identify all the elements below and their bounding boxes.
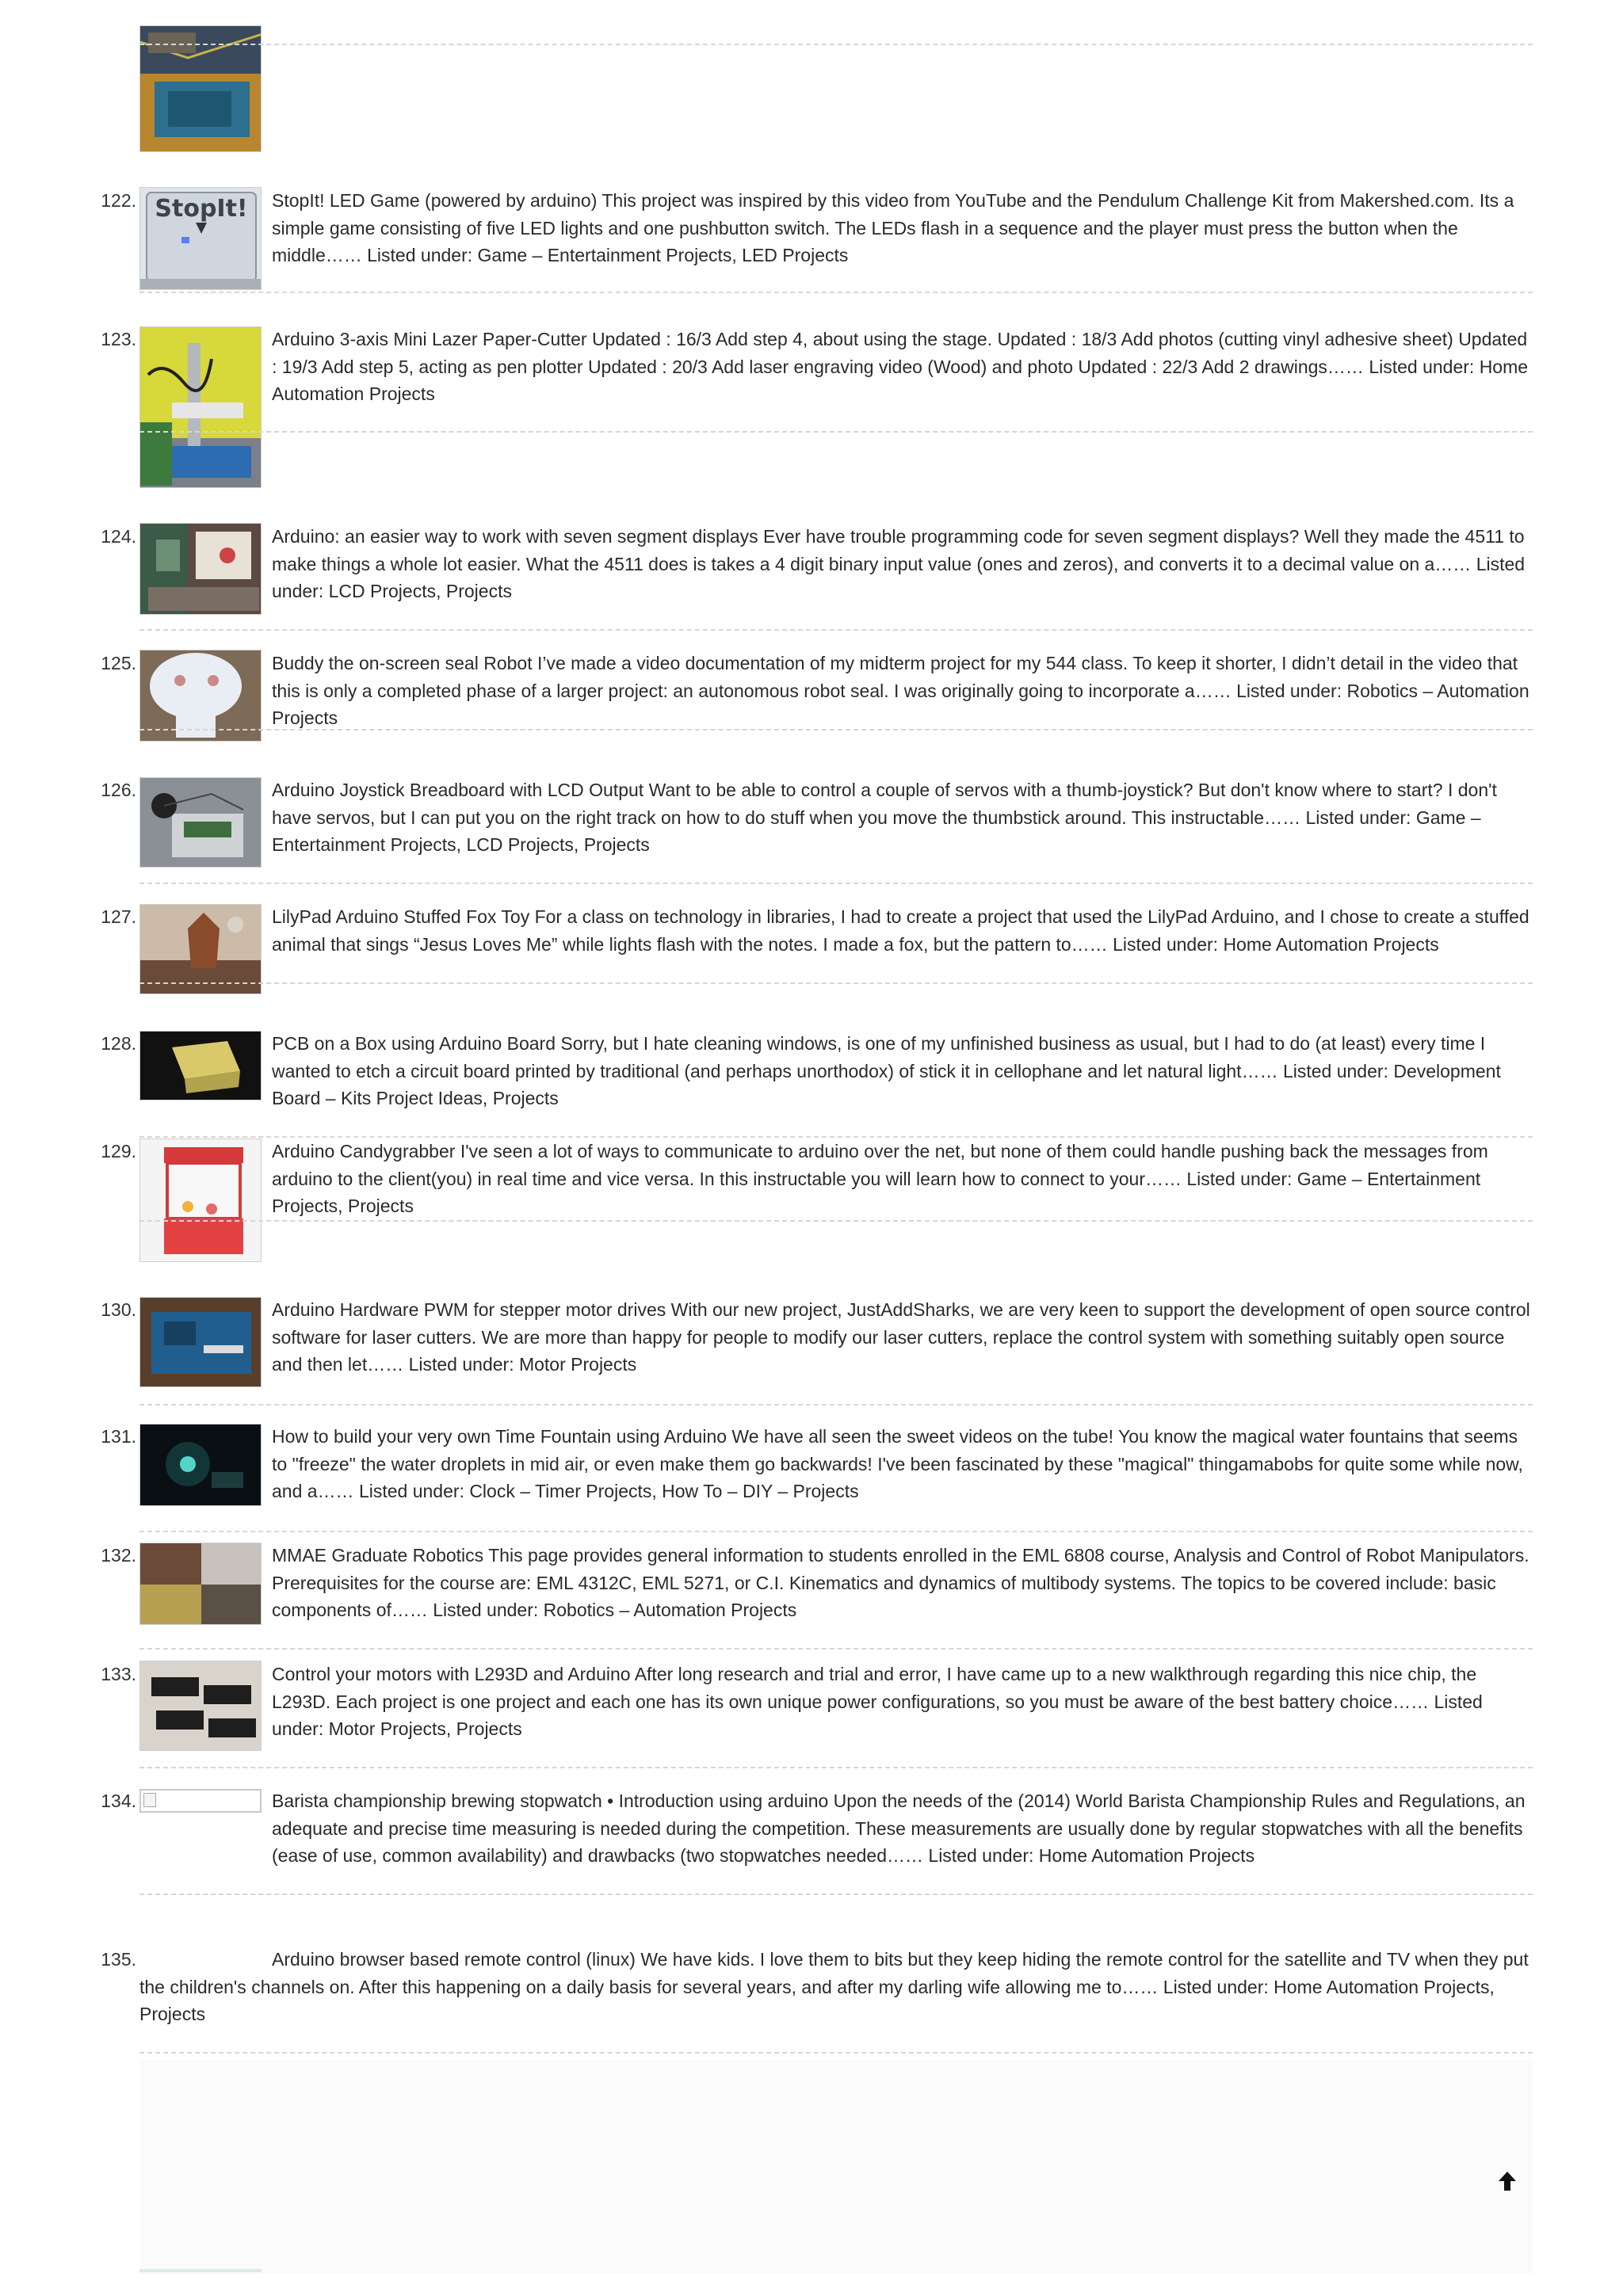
seal-robot-thumbnail[interactable] <box>139 650 262 742</box>
mmae-graduate-robotics-thumbnail[interactable] <box>139 1543 262 1625</box>
broken-image-icon <box>143 1793 156 1807</box>
item-description: LilyPad Arduino Stuffed Fox Toy For a class on technology in libraries, I had to create a project that used the LilyPad Arduino, and I chose to create a stuffed animal that sings “Jesus Loves Me” while lights flash with the notes. I made a fox, but the pattern to…… Listed under: Home Automation Projects <box>272 906 1529 955</box>
item-number: 125. <box>101 653 136 673</box>
mini-lazer-paper-cutter-thumbnail[interactable] <box>139 326 262 488</box>
item-number: 128. <box>101 1033 136 1054</box>
item-description: StopIt! LED Game (powered by arduino) This project was inspired by this video from YouTube and the Pendulum Challenge Kit from Makershed.com. Its a simple game consisting of five LED lights and one pushbutton switch. The LEDs flash in a sequence and the player must press the button when the middle…… Listed under: Game – Entertainment Projects, LED Projects <box>272 190 1514 265</box>
item-description: PCB on a Box using Arduino Board Sorry, but I hate cleaning windows, is one of my unfinished business as usual, but I had to do (at least) every time I wanted to etch a circuit board printed by traditional (and perhaps unorthodox) of stick it in cellophane and let natural light…… Listed under: Development Board – Kits Project Ideas, Projects <box>272 1033 1501 1108</box>
item-number: 122. <box>101 190 136 211</box>
item-number: 124. <box>101 526 136 547</box>
item-number: 123. <box>101 329 136 349</box>
item-number: 127. <box>101 906 136 927</box>
barista-stopwatch-broken-image[interactable] <box>139 1789 262 1813</box>
stopit-logo: StopIt! <box>155 195 248 223</box>
item-description: Arduino browser based remote control (linux) We have kids. I love them to bits but they keep hiding the remote control for the satellite and TV when they put the children's channels on. After this happening on a daily basis for several years, and after my darling wife allowing me to…… Listed under: Home Automation Projects, Projects <box>139 1949 1529 2024</box>
lilypad-fox-toy-thumbnail[interactable] <box>139 904 262 994</box>
l293d-motors-thumbnail[interactable] <box>139 1661 262 1751</box>
item-description: Arduino Hardware PWM for stepper motor drives With our new project, JustAddSharks, we are very keen to support the development of open source control software for laser cutters. We are more than happy for people to modify our laser cutters, replace the control system with something suitably open source and then let…… Listed under: Motor Projects <box>272 1299 1530 1375</box>
empty-thumbnail-area <box>139 2060 1533 2274</box>
item-description: How to build your very own Time Fountain using Arduino We have all seen the sweet videos on the tube! You know the magical water fountains that seems to "freeze" the water droplets in mid air, or even make them go backwards! I've been fascinated by these "magical" thingamabobs for quite some while now, and a…… Listed under: Clock – Timer Projects, How To – DIY – Projects <box>272 1426 1523 1501</box>
candygrabber-thumbnail[interactable] <box>139 1138 262 1262</box>
seven-segment-displays-thumbnail[interactable] <box>139 523 262 615</box>
item-number: 132. <box>101 1545 136 1566</box>
item-number: 135. <box>101 1949 136 1970</box>
item-number: 126. <box>101 780 136 800</box>
next-item-thumbnail-edge <box>139 2269 262 2272</box>
item-description: Control your motors with L293D and Arduino After long research and trial and error, I have came up to a new walkthrough regarding this nice chip, the L293D. Each project is one project and each one has its own unique power configurations, so you must be aware of the best battery choice…… Listed under: Motor Projects, Projects <box>272 1664 1483 1739</box>
item-description: Barista championship brewing stopwatch • Introduction using arduino Upon the needs of the (2014) World Barista Championship Rules and Regulations, an adequate and precise time measuring is needed during the competition. These measurements are usually done by regular stopwatches with all the benefits (ease of use, common availability) and drawbacks (two stopwatches needed…… Listed under: Home Automation Projects <box>272 1791 1526 1866</box>
item-number: 131. <box>101 1426 136 1447</box>
item-description: Buddy the on-screen seal Robot I’ve made a video documentation of my midterm project for my 544 class. To keep it shorter, I didn’t detail in the video that this is only a completed phase of a larger project: an autonomous robot seal. I was originally going to incorporate a…… Listed under: Robotics – Automation Projects <box>272 653 1529 728</box>
item-description: Arduino Candygrabber I've seen a lot of ways to communicate to arduino over the net, but none of them could handle pushing back the messages from arduino to the client(you) in real time and vice versa. In this instructable you will learn how to connect to your…… Listed under: Game – Entertainment Projects, Projects <box>272 1141 1488 1216</box>
hardware-pwm-stepper-thumbnail[interactable] <box>139 1297 262 1387</box>
arrow-up-icon <box>1497 2170 1518 2192</box>
item-description: MMAE Graduate Robotics This page provides general information to students enrolled in the EML 6808 course, Analysis and Control of Robot Manipulators. Prerequisites for the course are: EML 4312C, EML 5271, or C.I. Kinematics and dynamics of multibody systems. The topics to be covered include: basic components of…… Listed under: Robotics – Automation Projects <box>272 1545 1529 1620</box>
item-description: Arduino 3-axis Mini Lazer Paper-Cutter Updated : 16/3 Add step 4, about using the stage. Updated : 18/3 Add photos (cutting vinyl adhesive sheet) Updated : 19/3 Add step 5, acting as pen plotter Updated : 20/3 Add laser engraving video (Wood) and photo Updated : 22/3 Add 2 drawings…… Listed under: Home Automation Projects <box>272 329 1529 404</box>
item-description: Arduino: an easier way to work with seven segment displays Ever have trouble programming code for seven segment displays? Well they made the 4511 to make things a whole lot easier. What the 4511 does is takes a 4 digit binary input value (ones and zeros), and converts it to a decimal value on a…… Listed under: LCD Projects, Projects <box>272 526 1526 601</box>
item-number: 134. <box>101 1791 136 1811</box>
item-description: Arduino Joystick Breadboard with LCD Output Want to be able to control a couple of servos with a thumb-joystick? But don't know where to start? I don't have servos, but I can put you on the right track on how to do stuff when you move the thumbstick around. This instructable…… Listed under: Game – Entertainment Projects, LCD Projects, Projects <box>272 780 1497 855</box>
item-number: 130. <box>101 1299 136 1320</box>
time-fountain-thumbnail[interactable] <box>139 1424 262 1506</box>
stopit-led-game-thumbnail[interactable] <box>139 187 262 290</box>
joystick-breadboard-lcd-thumbnail[interactable] <box>139 777 262 868</box>
pcb-on-a-box-thumbnail[interactable] <box>139 1031 262 1100</box>
item-number: 133. <box>101 1664 136 1684</box>
item-number: 129. <box>101 1141 136 1161</box>
back-to-top-button[interactable] <box>1493 2167 1522 2195</box>
